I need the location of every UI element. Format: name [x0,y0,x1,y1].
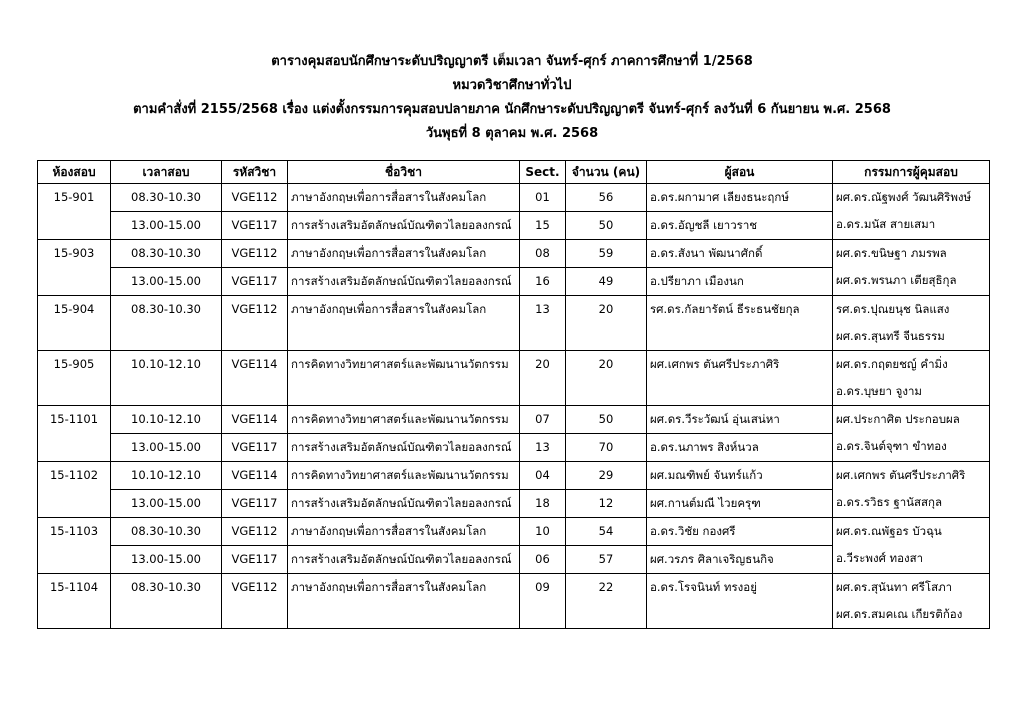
table-body [38,184,990,629]
instructor-cell: อ.ดร.อัญชลี เยาวราช [647,212,833,240]
name-cell: ภาษาอังกฤษเพื่อการสื่อสารในสังคมโลก [288,240,520,268]
sect-cell: 20 [520,351,566,406]
code-cell: VGE117 [222,212,288,240]
column-header-proctors: กรรมการผู้คุมสอบ [833,161,990,184]
room-cell: 15-1101 [38,406,111,462]
table-row [38,184,990,212]
count-cell: 20 [566,296,647,351]
sect-cell: 07 [520,406,566,434]
name-cell: การสร้างเสริมอัตลักษณ์บัณฑิตวไลยอลงกรณ์ [288,434,520,462]
document-header [0,50,1024,146]
sect-cell: 13 [520,434,566,462]
column-header-name: ชื่อวิชา [288,161,520,184]
instructor-cell: ผศ.กานต์มณี ไวยครุฑ [647,490,833,518]
code-cell: VGE112 [222,240,288,268]
time-cell: 08.30-10.30 [111,184,222,212]
instructor-cell: ผศ.เศกพร ตันศรีประภาศิริ [647,351,833,406]
sect-cell: 13 [520,296,566,351]
time-cell: 10.10-12.10 [111,406,222,434]
proctor-name: อ.ดร.จินต์จุฑา ขำทอง [836,439,947,453]
room-cell: 15-1104 [38,574,111,629]
code-cell: VGE114 [222,406,288,434]
name-cell: ภาษาอังกฤษเพื่อการสื่อสารในสังคมโลก [288,296,520,351]
count-cell: 70 [566,434,647,462]
count-cell: 22 [566,574,647,629]
name-cell: การสร้างเสริมอัตลักษณ์บัณฑิตวไลยอลงกรณ์ [288,212,520,240]
proctor-name: ผศ.ดร.สุนทรี จีนธรรม [836,329,945,343]
room-cell: 15-905 [38,351,111,406]
code-cell: VGE117 [222,546,288,574]
name-cell: ภาษาอังกฤษเพื่อการสื่อสารในสังคมโลก [288,574,520,629]
code-cell: VGE112 [222,184,288,212]
proctor-name: ผศ.ดร.พรนภา เตียสุธิกุล [836,273,957,287]
exam-schedule-table [37,160,990,629]
proctor-name: อ.ดร.บุษยา จูงาม [836,384,922,398]
code-cell: VGE117 [222,490,288,518]
instructor-cell: อ.ดร.สังนา พัฒนาศักดิ์ [647,240,833,268]
title-line-3: ตามคำสั่งที่ 2155/2568 เรื่อง แต่งตั้งกรรมการคุมสอบปลายภาค นักศึกษาระดับปริญญาตรี จันทร์-ศุกร์ ลงวันที่ 6 กันยายน พ.ศ. 2568 [133,102,891,117]
room-cell: 15-903 [38,240,111,296]
count-cell: 54 [566,518,647,546]
room-cell: 15-901 [38,184,111,240]
time-cell: 08.30-10.30 [111,296,222,351]
count-cell: 56 [566,184,647,212]
code-cell: VGE114 [222,351,288,406]
count-cell: 59 [566,240,647,268]
proctors-cell [833,406,990,462]
sect-cell: 01 [520,184,566,212]
column-header-instructor: ผู้สอน [647,161,833,184]
instructor-cell: อ.ดร.วิชัย กองศรี [647,518,833,546]
proctor-name: ผศ.ดร.ขนิษฐา ภมรพล [836,246,947,260]
time-cell: 13.00-15.00 [111,268,222,296]
time-cell: 10.10-12.10 [111,351,222,406]
sect-cell: 08 [520,240,566,268]
code-cell: VGE112 [222,518,288,546]
proctors-cell [833,296,990,351]
count-cell: 12 [566,490,647,518]
sect-cell: 04 [520,462,566,490]
time-cell: 13.00-15.00 [111,490,222,518]
proctors-cell [833,184,990,240]
proctor-name: ผศ.ดร.ณัฐพงศ์ วัฒนศิริพงษ์ [836,190,972,204]
sect-cell: 16 [520,268,566,296]
room-cell: 15-1103 [38,518,111,574]
name-cell: การคิดทางวิทยาศาสตร์และพัฒนานวัตกรรม [288,351,520,406]
count-cell: 50 [566,212,647,240]
time-cell: 08.30-10.30 [111,518,222,546]
column-header-sect: Sect. [520,161,566,184]
name-cell: การคิดทางวิทยาศาสตร์และพัฒนานวัตกรรม [288,462,520,490]
title-line-4: วันพุธที่ 8 ตุลาคม พ.ศ. 2568 [425,126,599,141]
proctor-name: อ.ดร.รวิธร ฐานัสสกุล [836,495,943,509]
proctor-name: ผศ.เศกพร ตันศรีประภาศิริ [836,468,966,482]
time-cell: 13.00-15.00 [111,546,222,574]
proctor-name: รศ.ดร.ปุณยนุช นิลแสง [836,302,950,316]
column-header-code: รหัสวิชา [222,161,288,184]
table-row [38,406,990,434]
proctor-name: ผศ.ประกาศิต ประกอบผล [836,412,960,426]
proctors-cell [833,351,990,406]
name-cell: การสร้างเสริมอัตลักษณ์บัณฑิตวไลยอลงกรณ์ [288,546,520,574]
instructor-cell: อ.ดร.ผกามาศ เลียงธนะฤกษ์ [647,184,833,212]
table-row [38,518,990,546]
proctor-name: ผศ.ดร.กฤตยชญ์ คำมิ่ง [836,357,948,371]
count-cell: 29 [566,462,647,490]
proctor-name: ผศ.ดร.สุนันทา ศรีโสภา [836,580,953,594]
proctor-name: ผศ.ดร.สมคเณ เกียรติก้อง [836,607,963,621]
count-cell: 50 [566,406,647,434]
table-row [38,240,990,268]
name-cell: ภาษาอังกฤษเพื่อการสื่อสารในสังคมโลก [288,184,520,212]
instructor-cell: อ.ดร.นภาพร สิงห์นวล [647,434,833,462]
time-cell: 08.30-10.30 [111,574,222,629]
sect-cell: 06 [520,546,566,574]
proctors-cell [833,462,990,518]
proctors-cell [833,574,990,629]
sect-cell: 18 [520,490,566,518]
count-cell: 20 [566,351,647,406]
count-cell: 49 [566,268,647,296]
code-cell: VGE114 [222,462,288,490]
name-cell: ภาษาอังกฤษเพื่อการสื่อสารในสังคมโลก [288,518,520,546]
proctor-name: อ.วีระพงศ์ ทองสา [836,551,924,565]
name-cell: การสร้างเสริมอัตลักษณ์บัณฑิตวไลยอลงกรณ์ [288,268,520,296]
sect-cell: 09 [520,574,566,629]
instructor-cell: รศ.ดร.กัลยารัตน์ ธีระธนชัยกุล [647,296,833,351]
title-line-1: ตารางคุมสอบนักศึกษาระดับปริญญาตรี เต็มเวลา จันทร์-ศุกร์ ภาคการศึกษาที่ 1/2568 [271,54,753,69]
name-cell: การคิดทางวิทยาศาสตร์และพัฒนานวัตกรรม [288,406,520,434]
time-cell: 13.00-15.00 [111,434,222,462]
instructor-cell: อ.ปรียาภา เมืองนก [647,268,833,296]
proctor-name: ผศ.ดร.ณพัฐอร บัวฉุน [836,524,942,538]
time-cell: 13.00-15.00 [111,212,222,240]
name-cell: การสร้างเสริมอัตลักษณ์บัณฑิตวไลยอลงกรณ์ [288,490,520,518]
instructor-cell: ผศ.วรภร ศิลาเจริญธนกิจ [647,546,833,574]
column-header-room: ห้องสอบ [38,161,111,184]
time-cell: 08.30-10.30 [111,240,222,268]
column-header-time: เวลาสอบ [111,161,222,184]
sect-cell: 15 [520,212,566,240]
code-cell: VGE117 [222,434,288,462]
table-row [38,462,990,490]
table-header-row [38,161,990,184]
room-cell: 15-904 [38,296,111,351]
count-cell: 57 [566,546,647,574]
column-header-count: จำนวน (คน) [566,161,647,184]
code-cell: VGE117 [222,268,288,296]
instructor-cell: อ.ดร.โรจนินท์ ทรงอยู่ [647,574,833,629]
proctors-cell [833,518,990,574]
time-cell: 10.10-12.10 [111,462,222,490]
code-cell: VGE112 [222,296,288,351]
instructor-cell: ผศ.มณฑิพย์ จันทร์แก้ว [647,462,833,490]
sect-cell: 10 [520,518,566,546]
code-cell: VGE112 [222,574,288,629]
title-line-2: หมวดวิชาศึกษาทั่วไป [452,78,572,93]
proctor-name: อ.ดร.มนัส สายเสมา [836,217,936,231]
proctors-cell [833,240,990,296]
instructor-cell: ผศ.ดร.วีระวัฒน์ อุ่นเสน่หา [647,406,833,434]
room-cell: 15-1102 [38,462,111,518]
